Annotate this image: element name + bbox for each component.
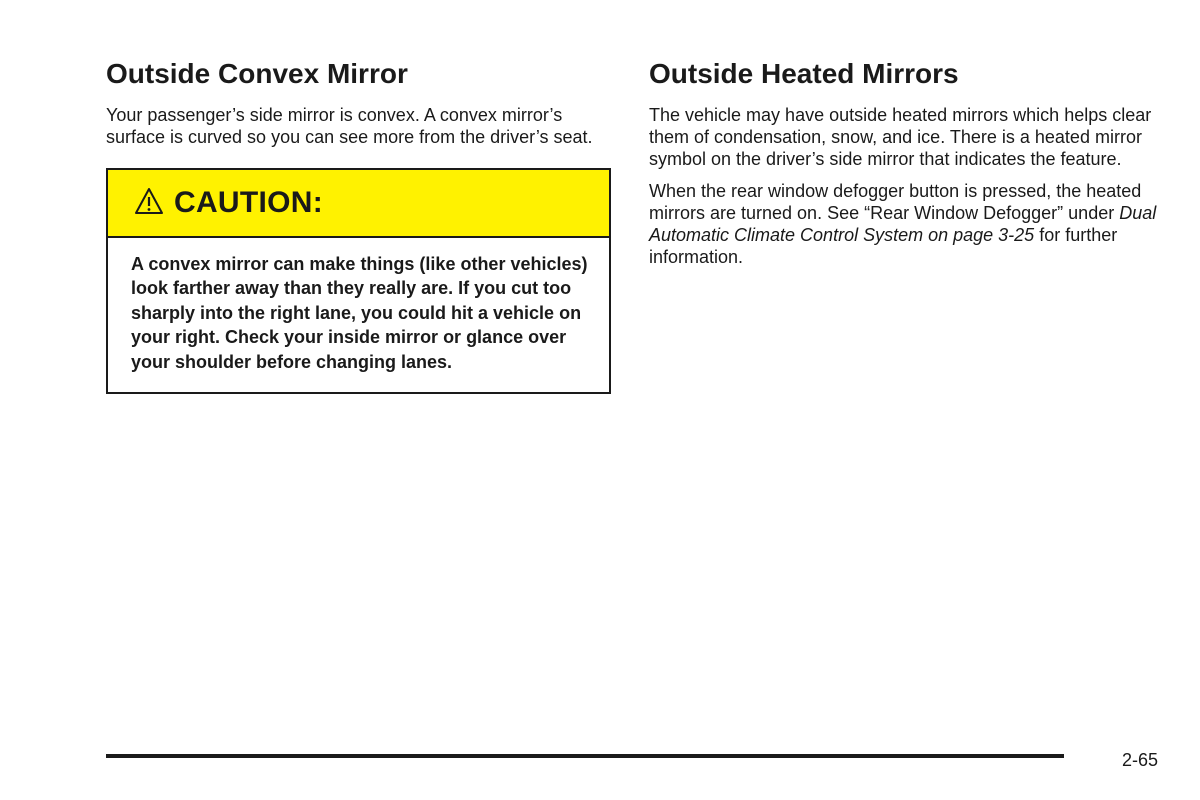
- paragraph-2-text: When the rear window defogger button is pressed, the heated mirrors are turned on. See “Rear Window Defogger” under: [649, 181, 1142, 223]
- caution-body: A convex mirror can make things (like other vehicles) look farther away than they really are. If you cut too sharply into the right lane, you could hit a vehicle on your right. Check your inside mirror or glance over your shoulder before changing lanes.: [131, 254, 588, 372]
- convex-mirror-intro: Your passenger’s side mirror is convex. A convex mirror’s surface is curved so you can see more from the driver’s seat.: [106, 105, 593, 147]
- heated-mirrors-paragraph-1: The vehicle may have outside heated mirrors which helps clear them of condensation, snow, and ice. There is a heated mirror symbol on the driver’s side mirror that indicates the feature.: [649, 105, 1152, 169]
- footer-rule: [106, 754, 1064, 758]
- left-column: [106, 56, 611, 394]
- section-title-convex-mirror: Outside Convex Mirror: [106, 58, 408, 89]
- caution-box: [106, 168, 611, 394]
- caution-title: CAUTION:: [174, 186, 324, 219]
- caution-header: [108, 170, 609, 238]
- warning-triangle-icon: [134, 187, 164, 215]
- right-column: [649, 56, 1169, 268]
- paragraph-2-ending: for further information.: [649, 225, 1118, 267]
- cross-reference-link[interactable]: Dual Automatic Climate Control System on page 3-25: [649, 203, 1157, 245]
- page-number: 2-65: [1121, 750, 1158, 770]
- heated-mirrors-paragraph-2: [649, 180, 1169, 268]
- section-title-heated-mirrors: Outside Heated Mirrors: [649, 58, 959, 89]
